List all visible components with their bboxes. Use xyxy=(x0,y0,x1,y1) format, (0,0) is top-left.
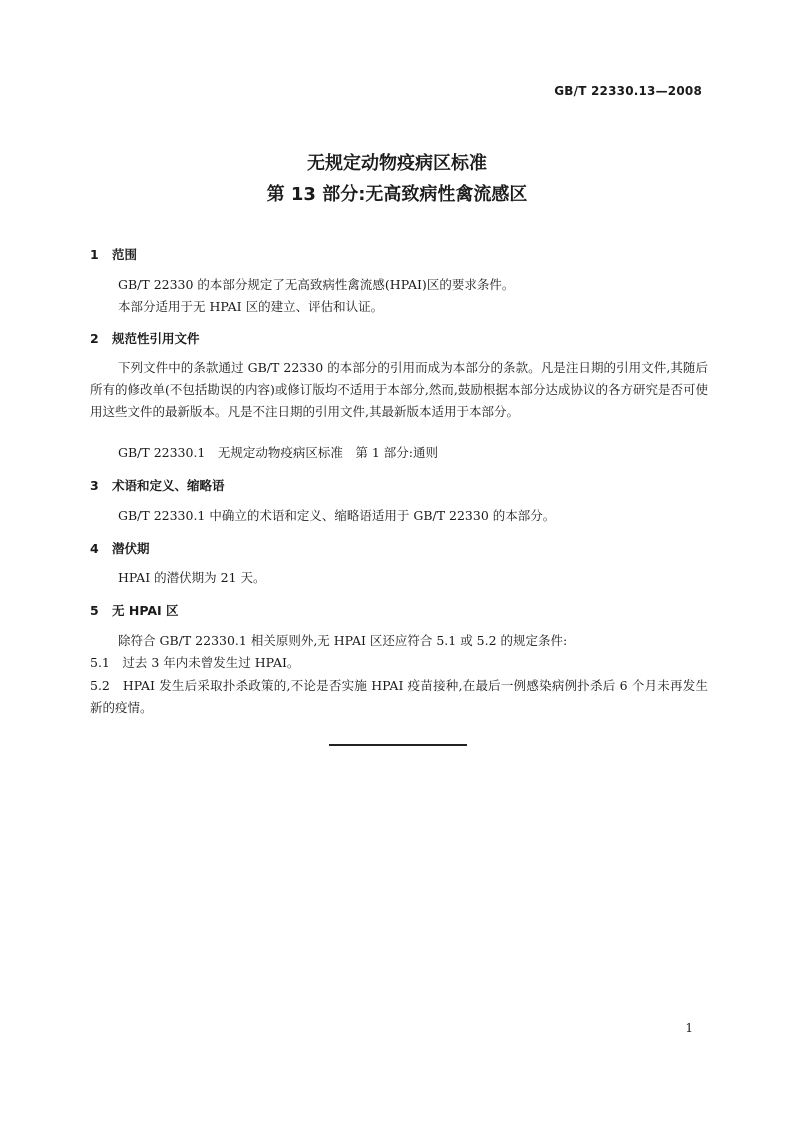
section-1-heading: 1 范围 xyxy=(90,247,138,262)
page-number: 1 xyxy=(685,1021,693,1035)
section-5-heading: 5 无 HPAI 区 xyxy=(90,603,179,618)
clause-5-1-text: 过去 3 年内未曾发生过 HPAI。 xyxy=(122,655,300,670)
section-3-heading: 3 术语和定义、缩略语 xyxy=(90,478,225,493)
section-1-para-1: GB/T 22330 的本部分规定了无高致病性禽流感(HPAI)区的要求条件。 xyxy=(118,277,515,292)
section-3-para-1: GB/T 22330.1 中确立的术语和定义、缩略语适用于 GB/T 22330 的本部分。 xyxy=(118,508,556,523)
end-divider xyxy=(329,744,467,746)
title-line-2: 第 13 部分:无高致病性禽流感区 xyxy=(266,184,528,205)
section-1-para-2: 本部分适用于无 HPAI 区的建立、评估和认证。 xyxy=(118,299,384,314)
clause-5-2-number: 5.2 xyxy=(90,678,110,693)
section-4-heading: 4 潜伏期 xyxy=(90,541,150,556)
section-2-para-1: 下列文件中的条款通过 GB/T 22330 的本部分的引用而成为本部分的条款。凡是注日期的引用文件,其随后所有的修改单(不包括勘误的内容)或修订版均不适用于本部分,然而,鼓励根据本部分达成协议的各方研究是否可使用这些文件的最新版本。凡是不注日期的引用文件,其最新版本适用于本部分。 xyxy=(90,360,708,419)
title-line-1: 无规定动物疫病区标准 xyxy=(307,153,487,174)
clause-5-1-number: 5.1 xyxy=(90,655,110,670)
clause-5-1 xyxy=(90,652,708,674)
standard-number: GB/T 22330.13—2008 xyxy=(554,84,702,98)
section-4-para-1: HPAI 的潜伏期为 21 天。 xyxy=(118,570,266,585)
section-2-reference: GB/T 22330.1 无规定动物疫病区标准 第 1 部分:通则 xyxy=(118,445,438,460)
clause-5-2 xyxy=(90,675,708,719)
section-5-para-1: 除符合 GB/T 22330.1 相关原则外,无 HPAI 区还应符合 5.1 或 5.2 的规定条件: xyxy=(118,633,568,648)
section-2-heading: 2 规范性引用文件 xyxy=(90,331,200,346)
clause-5-2-text: HPAI 发生后采取扑杀政策的,不论是否实施 HPAI 疫苗接种,在最后一例感染病例扑杀后 6 个月未再发生新的疫情。 xyxy=(90,678,708,715)
